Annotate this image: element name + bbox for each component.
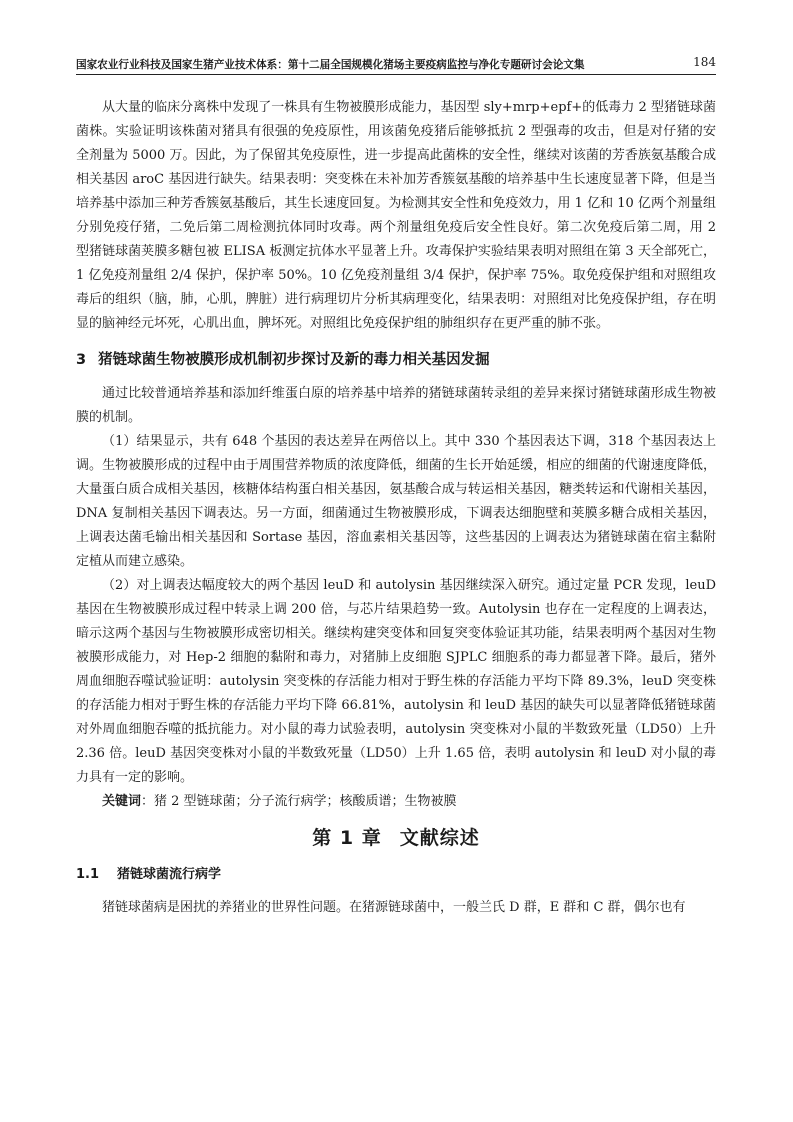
chapter-name: 文献综述 xyxy=(399,827,480,849)
keywords-line xyxy=(76,790,716,814)
header-rule xyxy=(76,74,716,75)
section-title: 猪链球菌生物被膜形成机制初步探讨及新的毒力相关基因发掘 xyxy=(98,352,490,368)
subsection-heading xyxy=(76,864,716,886)
header-title: 国家农业行业科技及国家生猪产业技术体系：第十二届全国规模化猪场主要疫病监控与净化专题研讨会论文集 xyxy=(76,59,585,71)
page-header xyxy=(76,52,716,78)
body-paragraph: 猪链球菌病是困扰的养猪业的世界性问题。在猪源链球菌中，一般兰氏 D 群，E 群和 C 群，偶尔也有 xyxy=(102,900,686,915)
section-heading xyxy=(76,349,716,371)
subsection-number: 1.1 xyxy=(76,867,100,882)
chapter-number: 第 1 章 xyxy=(312,827,382,849)
keywords-text: ：猪 2 型链球菌；分子流行病学；核酸质谱；生物被膜 xyxy=(141,794,457,809)
document-body xyxy=(76,96,716,920)
body-paragraph: 从大量的临床分离株中发现了一株具有生物被膜形成能力，基因型 sly+mrp+epf+的低毒力 2 型猪链球菌菌株。实验证明该株菌对猪具有很强的免疫原性，用该菌免疫猪后能够抵抗 2 型强毒的攻击，但是对仔猪的安全剂量为 5000 万。因此，为了保留其免疫原性，进一步提高此菌株的安全性，继续对该菌的芳香族氨基酸合成相关基因 aroC 基因进行缺失。结果表明：突变株在未补加芳香簇氨基酸的培养基中生长速度显著下降，但是当培养基中添加三种芳香簇氨基酸后，其生长速度回复。为检测其安全性和免疫效力，用 1 亿和 10 亿两个剂量组分别免疫仔猪，二免后第二周检测抗体同时攻毒。两个剂量组免疫后安全性良好。第二次免疫后第二周，用 2 型猪链球菌荚膜多糖包被 ELISA 板测定抗体水平显著上升。攻毒保护实验结果表明对照组在第 3 天全部死亡，1 亿免疫剂量组 2/4 保护，保护率 50%。10 亿免疫剂量组 3/4 保护，保护率 75%。取免疫保护组和对照组攻毒后的组织（脑，肺，心肌，脾脏）进行病理切片分析其病理变化，结果表明：对照组对比免疫保护组，存在明显的脑神经元坏死，心肌出血，脾坏死。对照组比免疫保护组的肺组织存在更严重的肺不张。 xyxy=(76,100,716,331)
chapter-title xyxy=(76,824,716,852)
body-paragraph: （1）结果显示，共有 648 个基因的表达差异在两倍以上。其中 330 个基因表达下调，318 个基因表达上调。生物被膜形成的过程中由于周围营养物质的浓度降低，细菌的生长开始延缓，相应的细菌的代谢速度降低，大量蛋白质合成相关基因，核糖体结构蛋白相关基因，氨基酸合成与转运相关基因，糖类转运和代谢相关基因，DNA 复制相关基因下调表达。另一方面，细菌通过生物被膜形成，下调表达细胞壁和荚膜多糖合成相关基因，上调表达菌毛输出相关基因和 Sortase 基因，溶血素相关基因等，这些基因的上调表达为猪链球菌在宿主黏附定植从而建立感染。 xyxy=(76,434,716,569)
body-paragraph: 通过比较普通培养基和添加纤维蛋白原的培养基中培养的猪链球菌转录组的差异来探讨猪链球菌形成生物被膜的机制。 xyxy=(76,386,716,425)
section-number: 3 xyxy=(76,352,87,368)
subsection-title: 猪链球菌流行病学 xyxy=(117,867,222,882)
body-paragraph: （2）对上调表达幅度较大的两个基因 leuD 和 autolysin 基因继续深入研究。通过定量 PCR 发现，leuD 基因在生物被膜形成过程中转录上调 200 倍，与芯片结果趋势一致。Autolysin 也存在一定程度的上调表达，暗示这两个基因与生物被膜形成密切相关。继续构建突变体和回复突变体验证其功能，结果表明两个基因对生物被膜形成能力，对 Hep-2 细胞的黏附和毒力，对猪肺上皮细胞 SJPLC 细胞系的毒力都显著下降。最后，猪外周血细胞吞噬试验证明：autolysin 突变株的存活能力相对于野生株的存活能力平均下降 89.3%，leuD 突变株的存活能力相对于野生株的存活能力平均下降 66.81%，autolysin 和 leuD 基因的缺失可以显著降低猪链球菌对外周血细胞吞噬的抵抗能力。对小鼠的毒力试验表明，autolysin 突变株对小鼠的半数致死量（LD50）上升 2.36 倍。leuD 基因突变株对小鼠的半数致死量（LD50）上升 1.65 倍，表明 autolysin 和 leuD 对小鼠的毒力具有一定的影响。 xyxy=(76,578,716,785)
page-number: 184 xyxy=(693,55,716,69)
keywords-label: 关键词 xyxy=(102,794,142,809)
